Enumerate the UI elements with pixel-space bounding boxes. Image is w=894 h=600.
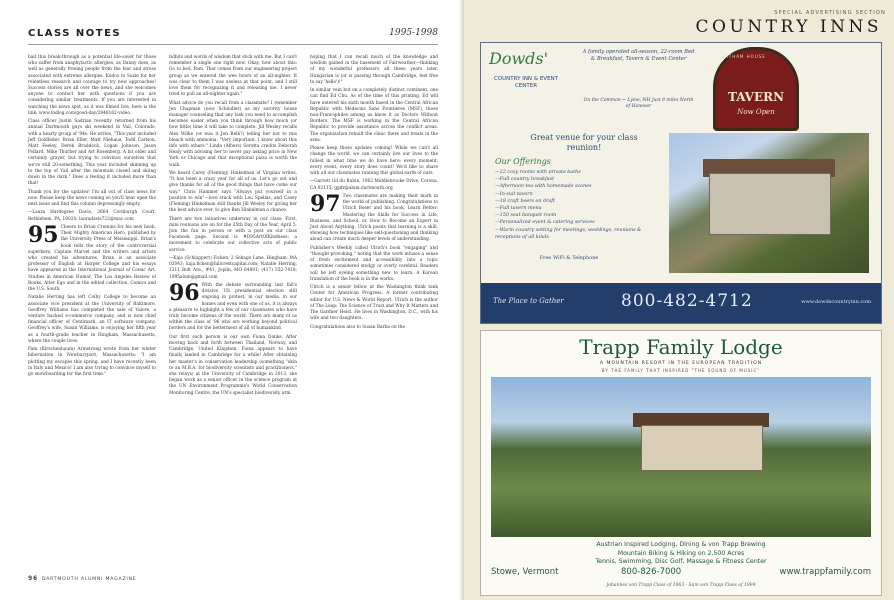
note-text: Our first such person is our own Fiona Danks. After moving back and forth between Thailand, Norway, and Cambridge, United Kingdom, Fiona appears to have finally landed in Cambridge for a while! After obtaining her master's in conservation leadership (something "akin to an M.B.A. for biodiversity scientists and practitioners," she relays) at the University of Cambridge in 2013, she began work as a senior officer in the science program at the UN Environment Programme's World Conservation Monitoring Centre, the UN's specialist biodiversity arm.	[169, 334, 297, 396]
reunion-headline: Great venue for your class reunion!	[530, 133, 638, 152]
note-paragraph	[169, 55, 297, 98]
note-text: —Laura Hardegree Davis, 3664 Cornburgh Court, Bethlehem, PA, 18020; lauradavis722@mac.com	[28, 210, 156, 222]
page-footer	[28, 575, 137, 582]
offering-item: — Full tavern menu	[495, 205, 655, 212]
note-text: bail this break-through as a potential life-saver for those who suffer from anaphylactic allergies, as Danny does, as well as generally freeing people from the fear and stress associated with extreme allergies. Kudos to Suzie for her relentless research and courage to try new approaches! Success stories are all over the news, and she welcomes anyone to contact her with questions if you are considering similar treatments. If you are interested in watching the news spot, as it was filmed live, here is the link: www.fodlog.com/good-day/2848162-video.	[28, 55, 156, 116]
tavern-sign	[713, 47, 799, 131]
note-paragraph	[169, 335, 297, 397]
magazine-name: DARTMOUTH ALUMNI MAGAZINE	[41, 577, 137, 582]
note-text: Thank you for the updates! I'm all out of class news for now. Please keep the news coming so you'll hear open the next issue and find this column depressingly empty.	[28, 189, 156, 208]
text-column-3	[310, 55, 438, 333]
sign-tavern: TAVERN	[727, 90, 785, 104]
class-year-number: 95	[28, 222, 59, 249]
lodge-building	[641, 425, 763, 471]
note-text: Publisher's Weekly called Ulrich's book "engaging" and "thought-provoking," noting that the work infuses a sense of fresh excitement and accessibility into a topic sometimes considered stodgy or overly cerebral. Readers will be left eyeing something new to learn. A Korean translation of the book is in the works.	[310, 245, 438, 282]
dowds-subtitle: COUNTRY INN & EVENT CENTER	[493, 76, 559, 89]
dowds-body	[489, 133, 873, 273]
note-paragraph	[169, 171, 297, 214]
note-paragraph	[310, 146, 438, 177]
dowds-logo: Dowds'	[489, 49, 549, 68]
offering-item: — Full country breakfast	[495, 176, 655, 183]
offering-item: — In-suit tavern	[495, 191, 655, 198]
wifi-note: Free WiFi & Telephone	[539, 255, 599, 261]
note-text: There are two initiatives underway in our class: First, mini reunions are on for the 25th Day of the Year, April 5. Join the fun in person or with a post on our class Facebook page. Second is #D95ArtOfKindness: a movement to celebrate our collective acts of public service.	[169, 216, 297, 253]
note-paragraph	[310, 179, 438, 191]
dowds-blurb: A family operated all-season, 22-room Bed & Breakfast, Tavern & Event Center	[582, 49, 695, 62]
lodge-photo	[491, 377, 871, 537]
note-paragraph	[310, 88, 438, 144]
trapp-alumni-note: Johannes von Trapp Class of 1963 · Sam von Trapp Class of 1994	[606, 583, 756, 588]
offering-item: — 18 craft beers on draft	[495, 198, 655, 205]
note-paragraph	[28, 222, 156, 293]
dowds-address: On the Common ~ Lyme, NH Just 8 miles North of Hanover	[583, 98, 694, 109]
note-paragraph	[169, 101, 297, 169]
note-text: —Garrett Gil du Rubin, 1062 Middlebrooke Drive, Corona, CA 92115; ggdr@alum.dartmouth.org	[310, 179, 438, 191]
phone-number[interactable]: 800-482-4712	[621, 291, 753, 311]
offerings-list	[495, 169, 655, 241]
dowds-ad	[480, 42, 882, 324]
note-paragraph	[310, 191, 438, 244]
note-paragraph	[169, 217, 297, 254]
offering-item: — 22 cozy rooms with private baths	[495, 169, 655, 176]
offering-item: — Personalized event & catering services	[495, 219, 655, 226]
inn-building	[709, 173, 831, 235]
dowds-contact-bar	[481, 283, 881, 323]
trapp-tagline: A MOUNTAIN RESORT IN THE EUROPEAN TRADITION	[599, 361, 763, 366]
note-paragraph	[28, 55, 156, 117]
offering-item: — Afternoon tea with homemade scones	[495, 183, 655, 190]
class-years: 1995-1998	[389, 28, 438, 38]
note-text: Class officer Justin Sadrian recently returned from his annual Dartmouth guys ski weekend in Vail, Colorado, with a hearty group of '94s. He writes, "This year included Jeff Goldfeder, Brian Eller, Matt Niehaus, Todd Carlson, Matt Feeley, Derek Braddock, Logan Johnson, Jason Pollard, Mike Thurber and Art Rosenberg. A bit older and certainly grayer, but trying to convince ourselves that we're still 20-something. This year included skinning up to the top of Vail after the mountain closed and skiing down in the dark." Does a feeling it included more than that!	[28, 119, 156, 187]
trapp-subtagline: BY THE FAMILY THAT INSPIRED "THE SOUND OF MUSIC"	[601, 368, 761, 373]
section-heading: COUNTRY INNS	[695, 17, 882, 37]
inn-photo	[669, 133, 869, 273]
sign-ring-text: LATHAM HOUSE	[722, 54, 766, 59]
trapp-phone[interactable]: 800-826-7000	[621, 567, 682, 577]
sign-now-open: Now Open	[737, 108, 775, 116]
trapp-website[interactable]: www.trappfamily.com	[779, 567, 871, 577]
amenity-line-2: Mountain Biking & Hiking on 2,500 Acres	[617, 549, 745, 557]
trapp-location: Stowe, Vermont	[491, 567, 559, 577]
offerings-title: Our Offerings	[495, 157, 551, 166]
website-link[interactable]: www.dowdscountryinn.com	[801, 299, 871, 305]
note-paragraph	[310, 325, 438, 331]
note-text: Congratulations also to Susan Barba on the	[310, 324, 406, 330]
trapp-ad	[480, 330, 882, 596]
page-number: 96	[28, 575, 38, 582]
class-year-number: 97	[310, 191, 341, 218]
note-text: We heard Carey (Fleming) Hinkelman of Virginia writes, "It has been a crazy year for all of us. Let's go out and give thanks for all of the good things that have come our way." Chris Hammer says "Always put yourself in a position to win"—love stuck with Lou Spellas, and Casey (Fleming) Hinkelman still thanks Jill Wesley for giving her the best advice ever, to give Ben Hinkelman a chance.	[169, 171, 297, 214]
section-title: CLASS NOTES	[28, 28, 122, 39]
amenity-line-3: Tennis, Swimming, Disc Golf, Massage & Fitness Center	[595, 558, 767, 565]
note-text: What advice do you recall from a classmate? I remember Jen Chapman (now Schindler) as my sorority house manager counseling that any task you need to accomplish becomes easier when you think through how much (or how little) time it will take to complete. Jill Wesley recalls Alex Wilke (or was it Jen Belk?) telling her not to mix bleach with ammonia. "Very important. I know about this info with others." Linda (Albers) Serotta credits Deborah Healy with advising her to never pay asking price in New York or Chicago and that exceptional pizza is worth the walk.	[169, 100, 297, 168]
text-column-2	[169, 55, 297, 399]
note-paragraph	[28, 347, 156, 378]
note-text: hoping that I can recall much of the knowledge and wisdom gained in the basement of Fairweather—thinking of my wonderful professors all these years later. Hungarian is (or is passing through Cambridge, feel free to say 'hello')!"	[310, 55, 438, 85]
note-text: Ulrich is a senior fellow at the Washington think tank Center for American Progress. A former contributing editor for U.S. News & World Report, Ulrich is the author of The Leap: The Science of Trust and Why It Matters and The Gardner Heist. He lives in Washington, D.C., with his wife and two daughters.	[310, 285, 438, 322]
note-text: tidbits and words of wisdom that stick with me. But I can't remember a single one right now. Okay, how about this: Go to bed, Pam. That comes from our engineering project group as we entered the wee hours of an all-nighter. It was clear to them I was useless at that point, and I still love them for recognizing it and releasing me. I never tried to pull an all-nighter again."	[169, 55, 297, 98]
offering-item: — 150 seat banquet room	[495, 212, 655, 219]
note-paragraph	[169, 280, 297, 333]
note-paragraph	[28, 190, 156, 209]
amenity-line-1: Austrian Inspired Lodging, Dining & von Trapp Brewing	[596, 541, 766, 548]
note-text: Natalie Herring has left Colby College to become an associate vice president at the University of Baltimore. Geoffrey Williams has completed the sale of Valore, a venture backed e-commerce company, and is now chief financial officer of Centimark, an IT software company. Geoffrey's wife, Susan Williams, is enjoying her fifth year as a fourth-grade teacher in Hingham, Massachusetts, where the couple lives.	[28, 295, 156, 344]
note-text: Pam (Kirschenbaum) Armstrong wrote from her winter hibernation in Newburyport, Massachusetts: "I am plotting my escapes this spring, and I have recently been in Italy and Mexico! I am also trying to convince myself to go snowboarding for the first time."	[28, 347, 156, 378]
page-header	[28, 28, 438, 45]
note-text: Please keep those updates coming! While we can't all change the world, we can certainly live our lives to the fullest in what time we do have here: every moment, every event, every story does count! We'd like to share with all our classmates running this global earth of ours.	[310, 146, 438, 177]
note-paragraph	[310, 55, 438, 86]
note-paragraph	[310, 246, 438, 283]
trapp-amenities	[481, 541, 881, 567]
trapp-contact	[491, 567, 871, 583]
note-paragraph	[28, 295, 156, 345]
special-section-label: SPECIAL ADVERTISING SECTION	[774, 10, 886, 16]
note-paragraph	[28, 210, 156, 222]
text-column-1	[28, 55, 156, 380]
note-text: Two classmates are making their mark in the world of publishing. Congratulations to Ulrich Boser and his book, Learn Better: Mastering the Skills for Success in Life, Business, and School, or, How to Become an Expert in Just About Anything. Ulrich posits that learning is a skill, showing how techniques like self-questioning and thinking aloud can create much deeper levels of understanding.	[310, 194, 438, 243]
note-text: —Kaja (Schlappert) Ficken, 2 Sebago Lane, Hingham, MA 02043; kaja.ficken@hillcrestcapital.com; Natalie Herring, 1311 Bolt Ave., #41, Joplin, MO 64801; (417) 552-7418; 1995alum@gmail.com	[169, 256, 297, 280]
trapp-logo: Trapp Family Lodge	[579, 335, 783, 359]
note-text: In similar vein but on a completely distinct continent, one can find Ed Chu. As of the time of this printing, Ed will have entered his sixth month based in the Central African Republic with Médecins Sans Frontières (MSF), those non-Francophiles among us know it as Doctors Without Borders. The MSF is working in the Central African Republic to provide assistance across the conflict areas. The organization rebuilt the clinic there and treats in the area.	[310, 88, 438, 143]
note-paragraph	[310, 285, 438, 322]
class-year-number: 96	[169, 280, 200, 307]
note-text: Cheers to Brian Cremins for his new book, Their Mighty American Hero, published by the University Press of Mississippi. Brian's book tells the story of the controversial superhero, Captain Marvel and the writers and artists who created his adventures. Brian is an associate professor of English at Harper College and his essays have appeared in the International Journal of Comic Art, Studies in American Humor, The Los Angeles Review of Books, Alter Ego and in the edited collection, Comics and the U.S. South.	[28, 225, 156, 293]
note-paragraph	[28, 119, 156, 187]
note-paragraph	[169, 256, 297, 281]
slogan: The Place to Gather	[493, 297, 564, 305]
note-text: With the debate surrounding last fall's divisive US presidential election still ongoing in protest, in our media, in our homes and even with one of us, it is always a pleasure to highlight a few of our classmates who have truly become citizens of the world. There are many of us within the class of '96 who are working beyond political borders and for the betterment of all of humankind.	[169, 283, 297, 332]
offering-item: — Warm country setting for meetings, weddings, reunions & receptions of all kinds	[495, 227, 655, 241]
